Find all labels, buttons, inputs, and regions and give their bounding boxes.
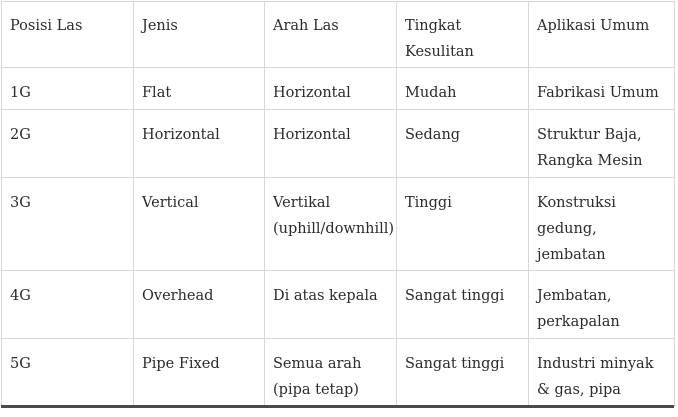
cell-arah-las: Vertikal (uphill/downhill) bbox=[265, 178, 397, 271]
cell-aplikasi-umum: Struktur Baja, Rangka Mesin bbox=[529, 110, 675, 178]
cell-jenis: Pipe Fixed bbox=[134, 339, 265, 407]
cell-tingkat-kesulitan: Sedang bbox=[397, 110, 529, 178]
cell-jenis: Overhead bbox=[134, 271, 265, 339]
header-tingkat-kesulitan: Tingkat Kesulitan bbox=[397, 2, 529, 68]
cell-tingkat-kesulitan: Mudah bbox=[397, 68, 529, 110]
table-row bbox=[2, 178, 675, 271]
cell-arah-las: Horizontal bbox=[265, 110, 397, 178]
table-row bbox=[2, 68, 675, 110]
cell-aplikasi-umum: Jembatan, perkapalan bbox=[529, 271, 675, 339]
cell-aplikasi-umum: Fabrikasi Umum bbox=[529, 68, 675, 110]
cell-jenis: Flat bbox=[134, 68, 265, 110]
cell-aplikasi-umum: Industri minyak & gas, pipa bbox=[529, 339, 675, 407]
cell-posisi-las: 2G bbox=[2, 110, 134, 178]
cell-aplikasi-umum: Konstruksi gedung, jembatan bbox=[529, 178, 675, 271]
cell-tingkat-kesulitan: Sangat tinggi bbox=[397, 271, 529, 339]
cell-posisi-las: 5G bbox=[2, 339, 134, 407]
cell-jenis: Vertical bbox=[134, 178, 265, 271]
header-jenis: Jenis bbox=[134, 2, 265, 68]
table-bottom-rule bbox=[1, 405, 674, 408]
header-posisi-las: Posisi Las bbox=[2, 2, 134, 68]
welding-position-table-container bbox=[1, 1, 674, 407]
cell-jenis: Horizontal bbox=[134, 110, 265, 178]
cell-tingkat-kesulitan: Tinggi bbox=[397, 178, 529, 271]
cell-posisi-las: 1G bbox=[2, 68, 134, 110]
table-row bbox=[2, 339, 675, 407]
cell-arah-las: Semua arah (pipa tetap) bbox=[265, 339, 397, 407]
welding-position-table bbox=[1, 1, 675, 407]
table-row bbox=[2, 110, 675, 178]
table-row bbox=[2, 271, 675, 339]
header-aplikasi-umum: Aplikasi Umum bbox=[529, 2, 675, 68]
cell-arah-las: Horizontal bbox=[265, 68, 397, 110]
cell-posisi-las: 3G bbox=[2, 178, 134, 271]
cell-tingkat-kesulitan: Sangat tinggi bbox=[397, 339, 529, 407]
cell-arah-las: Di atas kepala bbox=[265, 271, 397, 339]
header-arah-las: Arah Las bbox=[265, 2, 397, 68]
table-header-row bbox=[2, 2, 675, 68]
cell-posisi-las: 4G bbox=[2, 271, 134, 339]
